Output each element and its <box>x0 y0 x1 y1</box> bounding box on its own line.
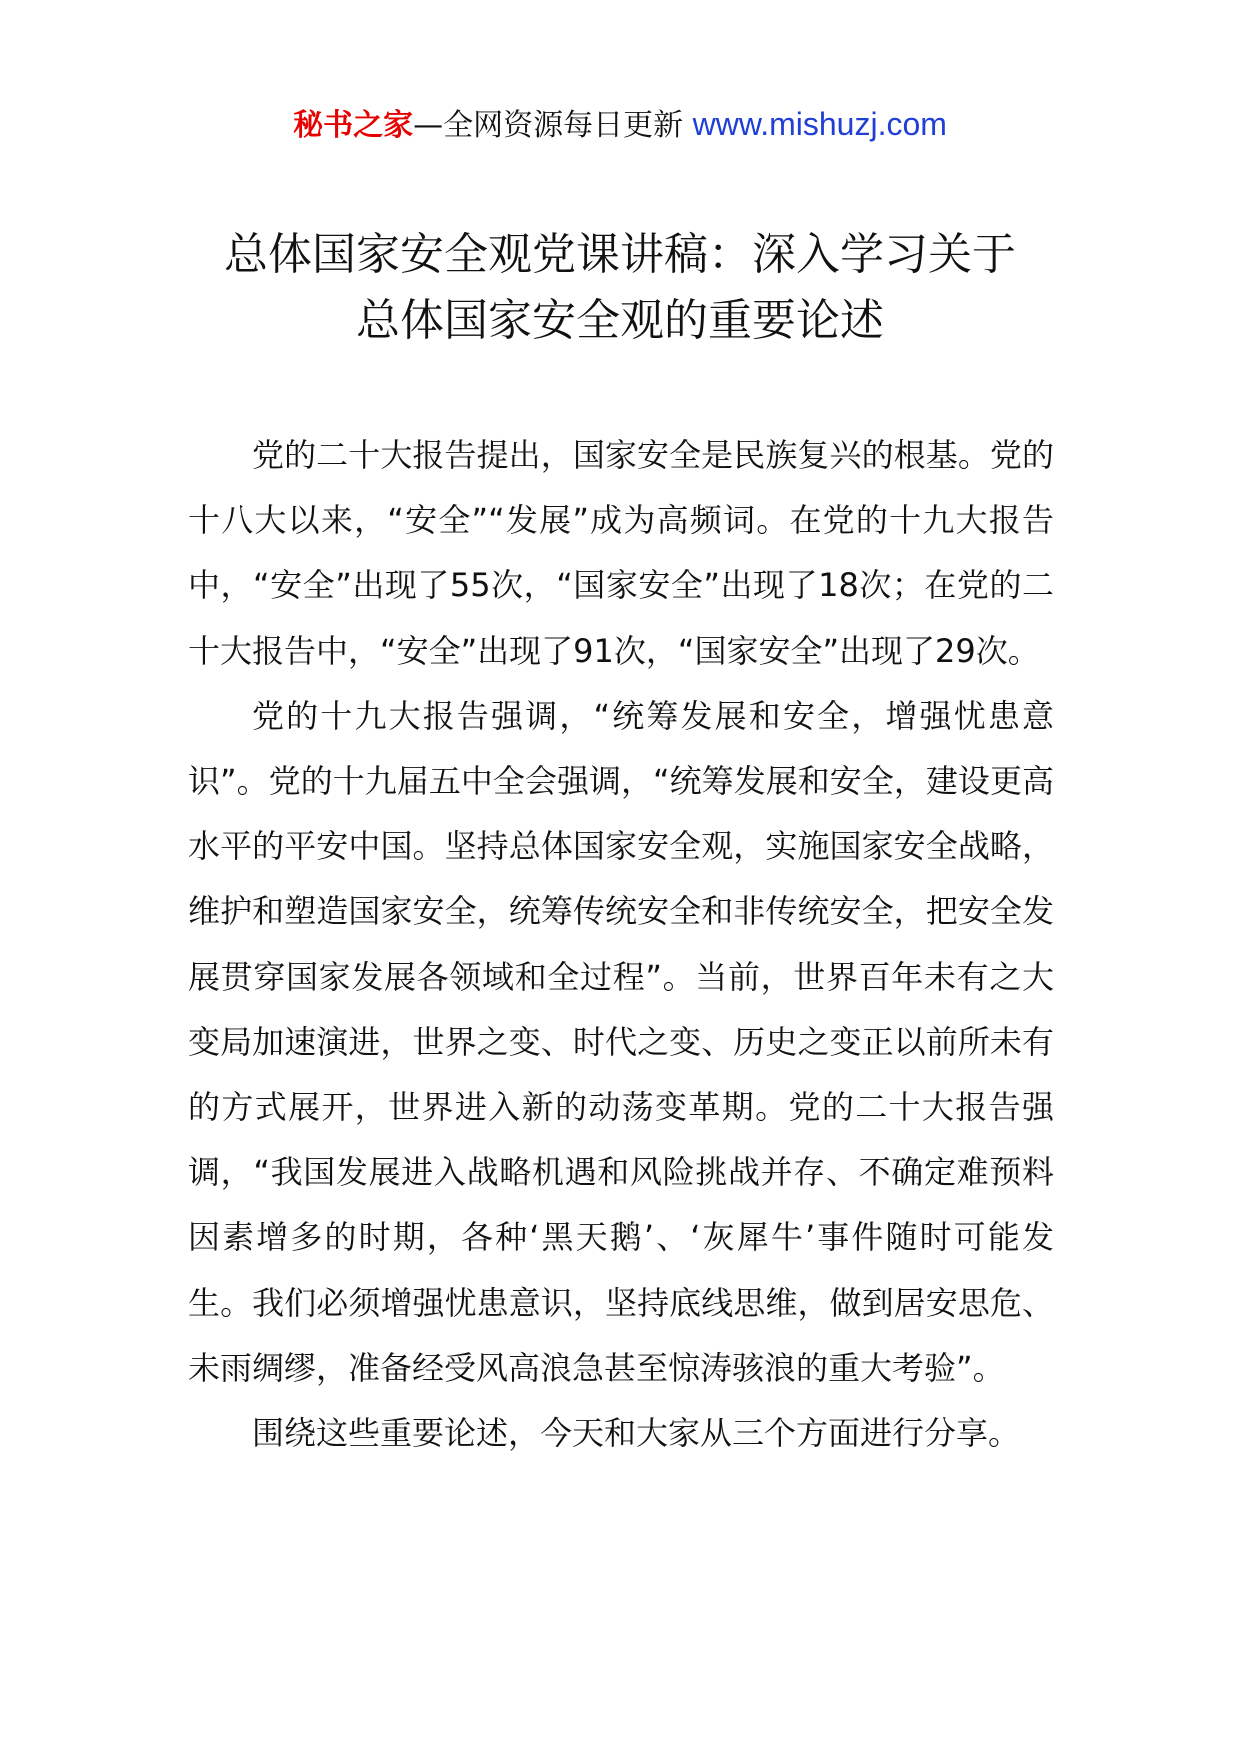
document-title <box>160 222 1080 354</box>
body-paragraph-2: 党的十九大报告强调，“统筹发展和安全，增强忧患意识”。党的十九届五中全会强调，“统筹发展和安全，建设更高水平的平安中国。坚持总体国家安全观，实施国家安全战略，维护和塑造国家安全，统筹传统安全和非传统安全，把安全发展贯穿国家发展各领域和全过程”。当前，世界百年未有之大变局加速演进，世界之变、时代之变、历史之变正以前所未有的方式展开，世界进入新的动荡变革期。党的二十大报告强调，“我国发展进入战略机遇和风险挑战并存、不确定难预料因素增多的时期，各种‘黑天鹅’、‘灰犀牛’事件随时可能发生。我们必须增强忧患意识，坚持底线思维，做到居安思危、未雨绸缪，准备经受风高浪急甚至惊涛骇浪的重大考验”。 <box>188 696 1054 1387</box>
website-link[interactable]: www.mishuzj.com <box>692 106 947 142</box>
body-paragraph-3: 围绕这些重要论述，今天和大家从三个方面进行分享。 <box>252 1414 1021 1453</box>
header-tagline: —全网资源每日更新 <box>413 108 693 143</box>
title-line-2: 总体国家安全观的重要论述 <box>356 295 884 346</box>
brand-name: 秘书之家 <box>293 108 414 143</box>
title-line-1: 总体国家安全观党课讲稿：深入学习关于 <box>224 229 1016 280</box>
document-body <box>188 423 1054 1466</box>
site-header <box>0 102 1240 148</box>
body-paragraph-1: 党的二十大报告提出，国家安全是民族复兴的根基。党的十八大以来，“安全”“发展”成为高频词。在党的十九大报告中，“安全”出现了55次，“国家安全”出现了18次；在党的二十大报告中，“安全”出现了91次，“国家安全”出现了29次。 <box>188 436 1054 670</box>
